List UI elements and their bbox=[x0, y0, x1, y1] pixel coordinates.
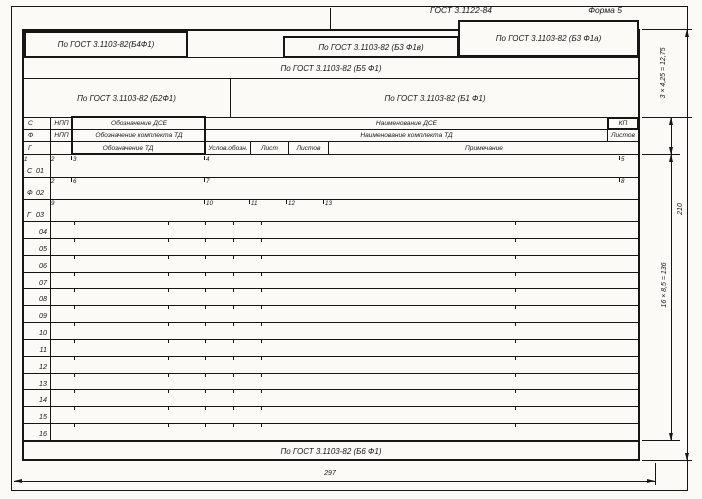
row-tick bbox=[205, 339, 206, 343]
dim-width-arrow-left bbox=[14, 479, 22, 483]
row-tick bbox=[515, 356, 516, 360]
row-tick bbox=[233, 305, 234, 309]
header-cell-designation-td: Обозначение ТД bbox=[50, 141, 206, 155]
row-separator-line bbox=[22, 356, 640, 357]
row-tick bbox=[205, 423, 206, 427]
row-separator-line bbox=[22, 389, 640, 390]
row-tick bbox=[261, 305, 262, 309]
row-number: 14 bbox=[39, 395, 47, 404]
row-tick bbox=[261, 272, 262, 276]
row-tick bbox=[168, 305, 169, 309]
row-tick bbox=[261, 356, 262, 360]
column-marker: 5 bbox=[621, 156, 625, 163]
row-tick bbox=[233, 389, 234, 393]
header-cell-f-npp: НПП bbox=[50, 129, 73, 142]
stamp-band-b5f1 bbox=[22, 57, 640, 79]
column-marker: 13 bbox=[325, 200, 332, 207]
header-cell-f-letter: Ф bbox=[22, 129, 51, 142]
row-tick bbox=[74, 356, 75, 360]
dim-extension-right-bottom bbox=[655, 463, 656, 485]
row-separator-line bbox=[22, 322, 640, 323]
row-tick bbox=[205, 288, 206, 292]
column-marker: 3 bbox=[73, 156, 77, 163]
row-tick bbox=[168, 322, 169, 326]
header-cell-list: Лист bbox=[250, 141, 289, 155]
row-tick bbox=[233, 406, 234, 410]
dim-width-label: 297 bbox=[324, 470, 336, 477]
row-tick bbox=[515, 373, 516, 377]
stamp-block-b4f1 bbox=[24, 31, 188, 58]
column-marker-tick bbox=[204, 200, 205, 204]
row-tick bbox=[233, 423, 234, 427]
row-separator-line bbox=[22, 406, 640, 407]
row-tick bbox=[515, 423, 516, 427]
row-tick bbox=[233, 238, 234, 242]
stamp-block-b2f1 bbox=[22, 78, 231, 118]
row-tick bbox=[515, 389, 516, 393]
row-number: 12 bbox=[39, 362, 47, 371]
row-tick bbox=[205, 389, 206, 393]
row-tick bbox=[261, 389, 262, 393]
form-number: Форма 5 bbox=[588, 5, 622, 15]
row-tick bbox=[74, 373, 75, 377]
row-tick bbox=[515, 322, 516, 326]
standard-ref: ГОСТ 3.1122-84 bbox=[430, 5, 493, 15]
row-letter: С bbox=[27, 166, 33, 175]
row-separator-line bbox=[22, 305, 640, 306]
row-tick bbox=[168, 238, 169, 242]
row-number: 03 bbox=[36, 210, 44, 219]
header-cell-g-letter: Г bbox=[22, 141, 51, 155]
dim-line-width bbox=[14, 481, 655, 482]
row-number: 10 bbox=[39, 328, 47, 337]
row-tick bbox=[515, 255, 516, 259]
row-tick bbox=[205, 406, 206, 410]
row-tick bbox=[168, 356, 169, 360]
stamp-block-b4f1-label: По ГОСТ 3.1103-82(Б4Ф1) bbox=[57, 40, 155, 49]
row-tick bbox=[233, 356, 234, 360]
header-cell-c-npp: НПП bbox=[50, 117, 73, 130]
row-tick bbox=[515, 305, 516, 309]
row-tick bbox=[168, 373, 169, 377]
row-tick bbox=[74, 255, 75, 259]
stamp-block-b3f1a-label: По ГОСТ 3.1103-82 (Б3 Ф1а) bbox=[495, 34, 602, 43]
row-number: 11 bbox=[39, 345, 47, 354]
column-marker: 8 bbox=[621, 178, 625, 185]
dim-width-arrow-right bbox=[647, 479, 655, 483]
center-mark-line bbox=[330, 8, 331, 29]
column-marker: 6 bbox=[73, 178, 77, 185]
row-tick bbox=[515, 238, 516, 242]
row-letter: Г bbox=[27, 210, 31, 219]
row-separator-line bbox=[22, 423, 640, 424]
column-marker: 2 bbox=[51, 178, 55, 185]
row-tick bbox=[74, 238, 75, 242]
row-number: 16 bbox=[39, 429, 47, 438]
row-tick bbox=[233, 288, 234, 292]
row-tick bbox=[168, 339, 169, 343]
dim-height-label: 210 bbox=[677, 203, 684, 215]
row-tick bbox=[515, 288, 516, 292]
stamp-block-b2f1-label: По ГОСТ 3.1103-82 (Б2Ф1) bbox=[77, 93, 176, 103]
row-tick bbox=[261, 255, 262, 259]
row-tick bbox=[74, 389, 75, 393]
row-number-column-line bbox=[50, 155, 51, 440]
stamp-block-b1f1 bbox=[230, 78, 640, 118]
dim-rows-arrow-top bbox=[669, 154, 673, 162]
stamp-band-b6f1-label: По ГОСТ 3.1103-82 (Б6 Ф1) bbox=[280, 447, 382, 456]
header-cell-designation-komplekt: Обозначение комплекта ТД bbox=[72, 129, 206, 142]
header-cell-note: Примечание bbox=[328, 141, 640, 155]
row-tick bbox=[168, 255, 169, 259]
row-tick bbox=[205, 322, 206, 326]
row-tick bbox=[205, 272, 206, 276]
row-tick bbox=[168, 423, 169, 427]
row-number: 15 bbox=[39, 412, 47, 421]
dim-height-arrow-bottom bbox=[685, 453, 689, 461]
row-number: 04 bbox=[39, 227, 47, 236]
header-cell-designation-dse: Обозначение ДСЕ bbox=[72, 117, 206, 130]
row-separator-line bbox=[22, 177, 640, 178]
row-separator-line bbox=[22, 339, 640, 340]
dim-height-arrow-top bbox=[685, 29, 689, 37]
row-tick bbox=[74, 339, 75, 343]
column-marker-tick bbox=[286, 200, 287, 204]
row-letter: Ф bbox=[27, 188, 33, 197]
row-tick bbox=[168, 406, 169, 410]
header-cell-listov: Листов bbox=[288, 141, 329, 155]
row-tick bbox=[168, 389, 169, 393]
column-marker: 7 bbox=[206, 178, 210, 185]
row-tick bbox=[261, 339, 262, 343]
row-separator-line bbox=[22, 373, 640, 374]
row-tick bbox=[515, 221, 516, 225]
header-cell-listov-top: Листов bbox=[607, 129, 639, 142]
row-tick bbox=[74, 221, 75, 225]
dim-extension-header-bottom bbox=[642, 154, 680, 155]
column-marker: 1 bbox=[24, 156, 28, 163]
row-separator-line bbox=[22, 221, 640, 222]
row-tick bbox=[74, 288, 75, 292]
row-tick bbox=[515, 339, 516, 343]
row-tick bbox=[233, 221, 234, 225]
row-number: 13 bbox=[39, 379, 47, 388]
dim-line-height bbox=[687, 29, 688, 461]
row-tick bbox=[261, 288, 262, 292]
row-separator-line bbox=[22, 272, 640, 273]
row-tick bbox=[233, 255, 234, 259]
row-number: 02 bbox=[36, 188, 44, 197]
column-marker-tick bbox=[204, 156, 205, 160]
row-tick bbox=[205, 255, 206, 259]
row-number: 09 bbox=[39, 311, 47, 320]
row-tick bbox=[168, 221, 169, 225]
column-marker: 2 bbox=[51, 156, 55, 163]
dim-data-rows-label: 16 × 8,5 = 136 bbox=[661, 262, 668, 308]
column-marker-tick bbox=[204, 178, 205, 182]
column-marker: 12 bbox=[288, 200, 295, 207]
column-marker-tick bbox=[323, 200, 324, 204]
row-tick bbox=[205, 221, 206, 225]
row-tick bbox=[168, 288, 169, 292]
row-tick bbox=[233, 373, 234, 377]
row-separator-line bbox=[22, 238, 640, 239]
dim-header-rows-label: 3 × 4,25 = 12,75 bbox=[660, 47, 667, 99]
column-marker-tick bbox=[619, 156, 620, 160]
dim-extension-rows-bottom bbox=[642, 440, 680, 441]
row-tick bbox=[74, 322, 75, 326]
stamp-band-b6f1 bbox=[22, 440, 640, 461]
row-number: 08 bbox=[39, 294, 47, 303]
row-tick bbox=[205, 238, 206, 242]
row-number: 01 bbox=[36, 166, 44, 175]
row-tick bbox=[74, 406, 75, 410]
column-marker-tick bbox=[249, 200, 250, 204]
row-number: 07 bbox=[39, 278, 47, 287]
row-tick bbox=[261, 423, 262, 427]
stamp-block-b1f1-label: По ГОСТ 3.1103-82 (Б1 Ф1) bbox=[384, 93, 486, 103]
stamp-band-b5f1-label: По ГОСТ 3.1103-82 (Б5 Ф1) bbox=[280, 63, 382, 73]
row-tick bbox=[515, 272, 516, 276]
row-tick bbox=[261, 373, 262, 377]
row-separator-line bbox=[22, 255, 640, 256]
column-marker-tick bbox=[71, 178, 72, 182]
row-tick bbox=[233, 272, 234, 276]
dim-rows-arrow-bottom bbox=[669, 433, 673, 441]
column-marker: 11 bbox=[251, 200, 258, 207]
row-tick bbox=[261, 221, 262, 225]
row-tick bbox=[74, 272, 75, 276]
row-tick bbox=[74, 423, 75, 427]
row-tick bbox=[233, 339, 234, 343]
row-tick bbox=[168, 272, 169, 276]
column-marker: 4 bbox=[206, 156, 210, 163]
row-tick bbox=[205, 373, 206, 377]
header-cell-name-dse: Наименование ДСЕ bbox=[205, 117, 608, 130]
row-tick bbox=[233, 322, 234, 326]
row-number: 05 bbox=[39, 244, 47, 253]
row-tick bbox=[205, 305, 206, 309]
header-cell-uslov-obozn: Услов.обозн. bbox=[205, 141, 251, 155]
column-marker-tick bbox=[71, 156, 72, 160]
header-cell-kp: КП bbox=[607, 117, 639, 130]
row-tick bbox=[205, 356, 206, 360]
form-caption bbox=[430, 5, 622, 15]
stamp-block-b3f1v bbox=[283, 36, 459, 58]
column-marker-tick bbox=[619, 178, 620, 182]
row-separator-line bbox=[22, 288, 640, 289]
header-cell-name-komplekt: Наименование комплекта ТД bbox=[205, 129, 608, 142]
stamp-block-b3f1a bbox=[458, 20, 639, 57]
row-tick bbox=[261, 322, 262, 326]
row-tick bbox=[261, 238, 262, 242]
column-marker: 9 bbox=[51, 200, 55, 207]
header-cell-c-letter: С bbox=[22, 117, 51, 130]
row-tick bbox=[515, 406, 516, 410]
row-tick bbox=[74, 305, 75, 309]
stamp-block-b3f1v-label: По ГОСТ 3.1103-82 (Б3 Ф1в) bbox=[318, 42, 424, 52]
row-number: 06 bbox=[39, 261, 47, 270]
row-tick bbox=[261, 406, 262, 410]
column-marker: 10 bbox=[206, 200, 213, 207]
